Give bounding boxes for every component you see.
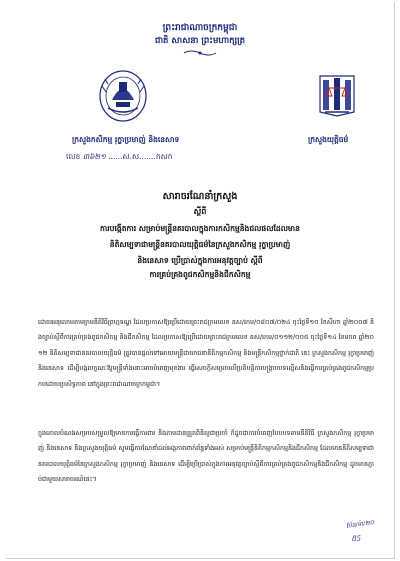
title-line-3: និងនេសាទ ប្រើប្រាស់ក្នុងការអនុវត្តច្បាប់ ស្តីពី bbox=[137, 256, 263, 265]
title-line-4: ការគ្រប់គ្រងពូជកសិកម្មនិងជីកសិកម្ម bbox=[149, 270, 251, 279]
document-page bbox=[6, 2, 395, 559]
document-title: សារាចរណែនាំក្រសួង bbox=[162, 191, 238, 202]
handwritten-margin-note: ប៉ែន/ម៉ា/២០ bbox=[345, 519, 375, 530]
body-paragraph-1: ដោយអនុលោមតាមក្រមនីតិវិធីព្រហ្មទណ្ឌ ដែលប្រកាសឱ្យប្រើដោយព្រះរាជក្រមលេខ នស/រកម/០៨០៧/០២៤ ចុះថ្ងៃទី១០ ខែសីហា ឆ្នាំ២០០៧ និងច្បាប់ស្តីពីការគ្រប់គ្រងពូជកសិកម្ម និងជីកសិកម្ម ដែលប្រកាសឱ្យប្រើដោយព្រះរាជក្រមលេខ នស/រកម/០១១២/០០៥ ចុះថ្ងៃទី១៤ ខែមករា ឆ្នាំ២០១២ និតិសម្បទាជានគរបាលយុត្តិធម៌ ត្រូវបានផ្តល់ទៅអោយមន្ត្រីជាយាជនានីតិកម្មកសិកម្ម និងមន្ត្រីកសិកម្មថ្នាក់ជាតិ នេះ ក្រសួងកសិកម្ម រុក្ខាប្រមាញ់ និងនេសាទ ដើម្បីបង្កលក្ខណៈឱ្យមន្ត្រីទាំងនោះអាចបំពេញមុខងារ ធ្វើសេចក្តីសម្រេចលើប្រតិបត្តិការបង្ក្រាបបទល្មើសនិងធ្វើការគ្រប់គ្រងពូជកសិកម្មប្រកបដោយប្រសិទ្ធភាព នៅក្នុងព្រះរាជាណាចក្រកម្ពុជា។ bbox=[38, 319, 377, 388]
decorative-ornament bbox=[182, 49, 218, 57]
kingdom-heading: ព្រះរាជាណាចក្រកម្ពុជា bbox=[162, 23, 238, 33]
reference-value: ៣៦២១ bbox=[82, 152, 106, 161]
body-paragraph-2: ក្នុងគោលបំណងសម្របសម្រួលឱ្យមានការធ្វើការពារ និងតាមដានត្រួតពិនិត្យជាប្រចាំ ក៏ដូចជាការបំពេញបែបបទតាមនីតិវិធី ក្រសួងកសិកម្ម រុក្ខាប្រមាញ់ និងនេសាទ និងក្រសួងយុត្តិធម៌ សូមធ្វើការណែនាំដល់អង្គភាពពាក់ព័ន្ធទាំងអស់ សម្រាប់មន្ត្រីនិតិកម្មកសិកម្មនិងជីកសិកម្ម ដែលមាននីតិសម្បទាជានគរបាលយុត្តិធម៌នៃក្រសួងកសិកម្ម រុក្ខាប្រមាញ់ និងនេសាទ ដើម្បីប្រើប្រាស់ក្នុងការអនុវត្តច្បាប់ស្តីពីការគ្រប់គ្រងពូជកសិកម្មនិងជីកសិកម្ម ដូចមានភ្ជាប់ជាមួយសារាចរណ៍នេះ។ bbox=[38, 430, 374, 484]
reference-label: លេខ bbox=[66, 152, 81, 161]
ministry-justice-name: ក្រសួងយុត្តិធម៌ bbox=[308, 135, 349, 144]
ministry-agriculture-name: ក្រសួងកសិកម្ម រុក្ខាប្រមាញ់ និងនេសាទ bbox=[72, 135, 180, 144]
ministry-justice-emblem-icon bbox=[317, 72, 357, 118]
title-line-1: ការបង្កើតការ សម្រាប់មន្ត្រីនគរបាលក្នុងការកសិកម្មនិងជលផលដែលមាន bbox=[100, 224, 300, 233]
title-about: ស្តីពី bbox=[193, 207, 207, 216]
reference-suffix: ......ស.ស.......កសក bbox=[108, 152, 173, 161]
national-motto: ជាតិ សាសនា ព្រះមហាក្សត្រ bbox=[154, 36, 246, 46]
handwritten-page-mark: 85 bbox=[352, 535, 361, 543]
reference-number bbox=[66, 152, 172, 163]
ministry-agriculture-emblem-icon bbox=[98, 68, 148, 122]
title-line-2: និតិសម្បទាជាមន្ត្រីនគរបាលយុត្តិធម៌នៃក្រសួងកសិកម្ម រុក្ខាប្រមាញ់ bbox=[109, 240, 291, 249]
